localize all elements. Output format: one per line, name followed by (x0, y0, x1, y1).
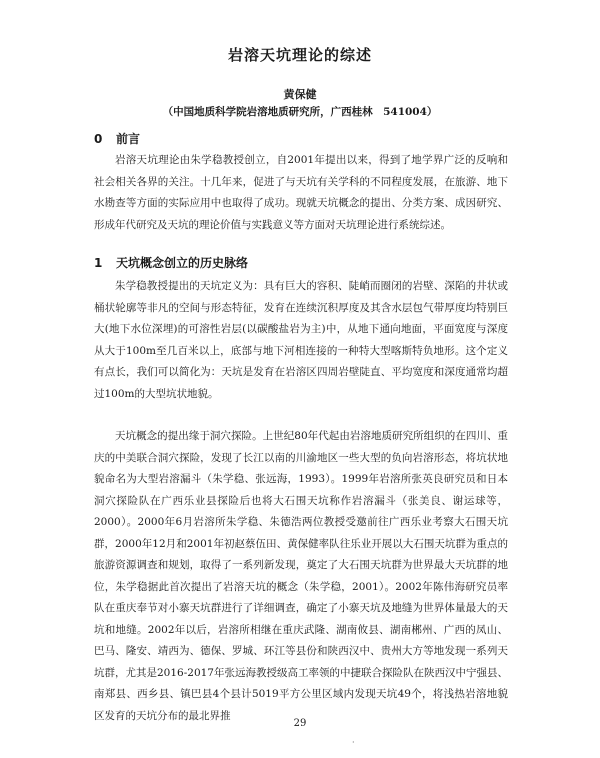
section-title: 天坑概念创立的历史脉络 (116, 256, 249, 270)
section-number: 0 (94, 132, 103, 146)
paragraph-preface: 岩溶天坑理论由朱学稳教授创立，自2001年提出以来，得到了地学界广泛的反响和社会相关各界的关注。十几年来，促进了与天坑有关学科的不同程度发展，在旅游、地下水勘查等方面的实际应用中也取得了成功。现就天坑概念的提出、分类方案、成因研究、形成年代研究及天坑的理论价值与实践意义等方面对天坑理论进行系统综述。 (94, 154, 508, 231)
section-heading-preface (94, 130, 140, 147)
paragraph-history: 天坑概念的提出缘于洞穴探险。上世纪80年代起由岩溶地质研究所组织的在四川、重庆的中美联合洞穴探险，发现了长江以南的川渝地区一些大型的负向岩溶形态，将坑状地貌命名为大型岩溶漏斗（朱学稳、张远海，1993）。1999年岩溶所张英良研究员和日本洞穴探险队在广西乐业县探险后也将大石围天坑称作岩溶漏斗（张美良、谢运球等，2000）。2000年6月岩溶所朱学稳、朱德浩两位教授受邀前往广西乐业考察大石围天坑群，2000年12月和2001年初赵蔡伍田、黄保健率队往乐业开展以大石围天坑群为重点的旅游资源调查和规划，取得了一系列新发现，奠定了大石围天坑群为世界最大天坑群的地位，朱学稳据此首次提出了岩溶天坑的概念（朱学稳，2001）。2002年陈伟海研究员率队在重庆奉节对小寨天坑群进行了详细调查，确定了小寨天坑及地缝为世界体量最大的天坑和地缝。2002年以后，岩溶所相继在重庆武隆、湖南攸县、湖南郴州、广西的凤山、巴马、隆安、靖西为、德保、罗城、环江等县份和陕西汉中、贵州大方等地发现一系列天坑群，尤其是2016-2017年张远海教授级高工率领的中捷联合探险队在陕西汉中宁强县、南郑县、西乡县、镇巴县4个县计5019平方公里区域内发现天坑49个，将浅热岩溶地貌区发育的天坑分布的最北界推 (94, 430, 508, 722)
author-name: 黄保健 (283, 88, 317, 101)
page-number: 29 (293, 718, 307, 729)
section-title: 前言 (116, 132, 141, 146)
section-heading-history (94, 254, 248, 271)
author-affiliation: （中国地质科学院岩溶地质研究所，广西桂林 541004） (162, 106, 438, 118)
section-number: 1 (94, 256, 103, 270)
page-title: 岩溶天坑理论的综述 (227, 46, 372, 64)
paragraph-definition: 朱学稳教授提出的天坑定义为：具有巨大的容积、陡峭而圈闭的岩壁、深陷的井状或桶状轮廓等非凡的空间与形态特征，发育在连续沉积厚度及其含水层包气带厚度均特别巨大(地下水位深埋)的可溶性岩层(以碳酸盐岩为主)中，从地下通向地面，平面宽度与深度从大于100m至几百米以上，底部与地下河相连接的一种特大型喀斯特负地形。这个定义有点长，我们可以简化为：天坑是发育在岩溶区四周岩壁陡直、平均宽度和深度通常均超过100m的大型坑状地貌。 (94, 280, 508, 400)
bottom-mark: · (352, 738, 355, 747)
